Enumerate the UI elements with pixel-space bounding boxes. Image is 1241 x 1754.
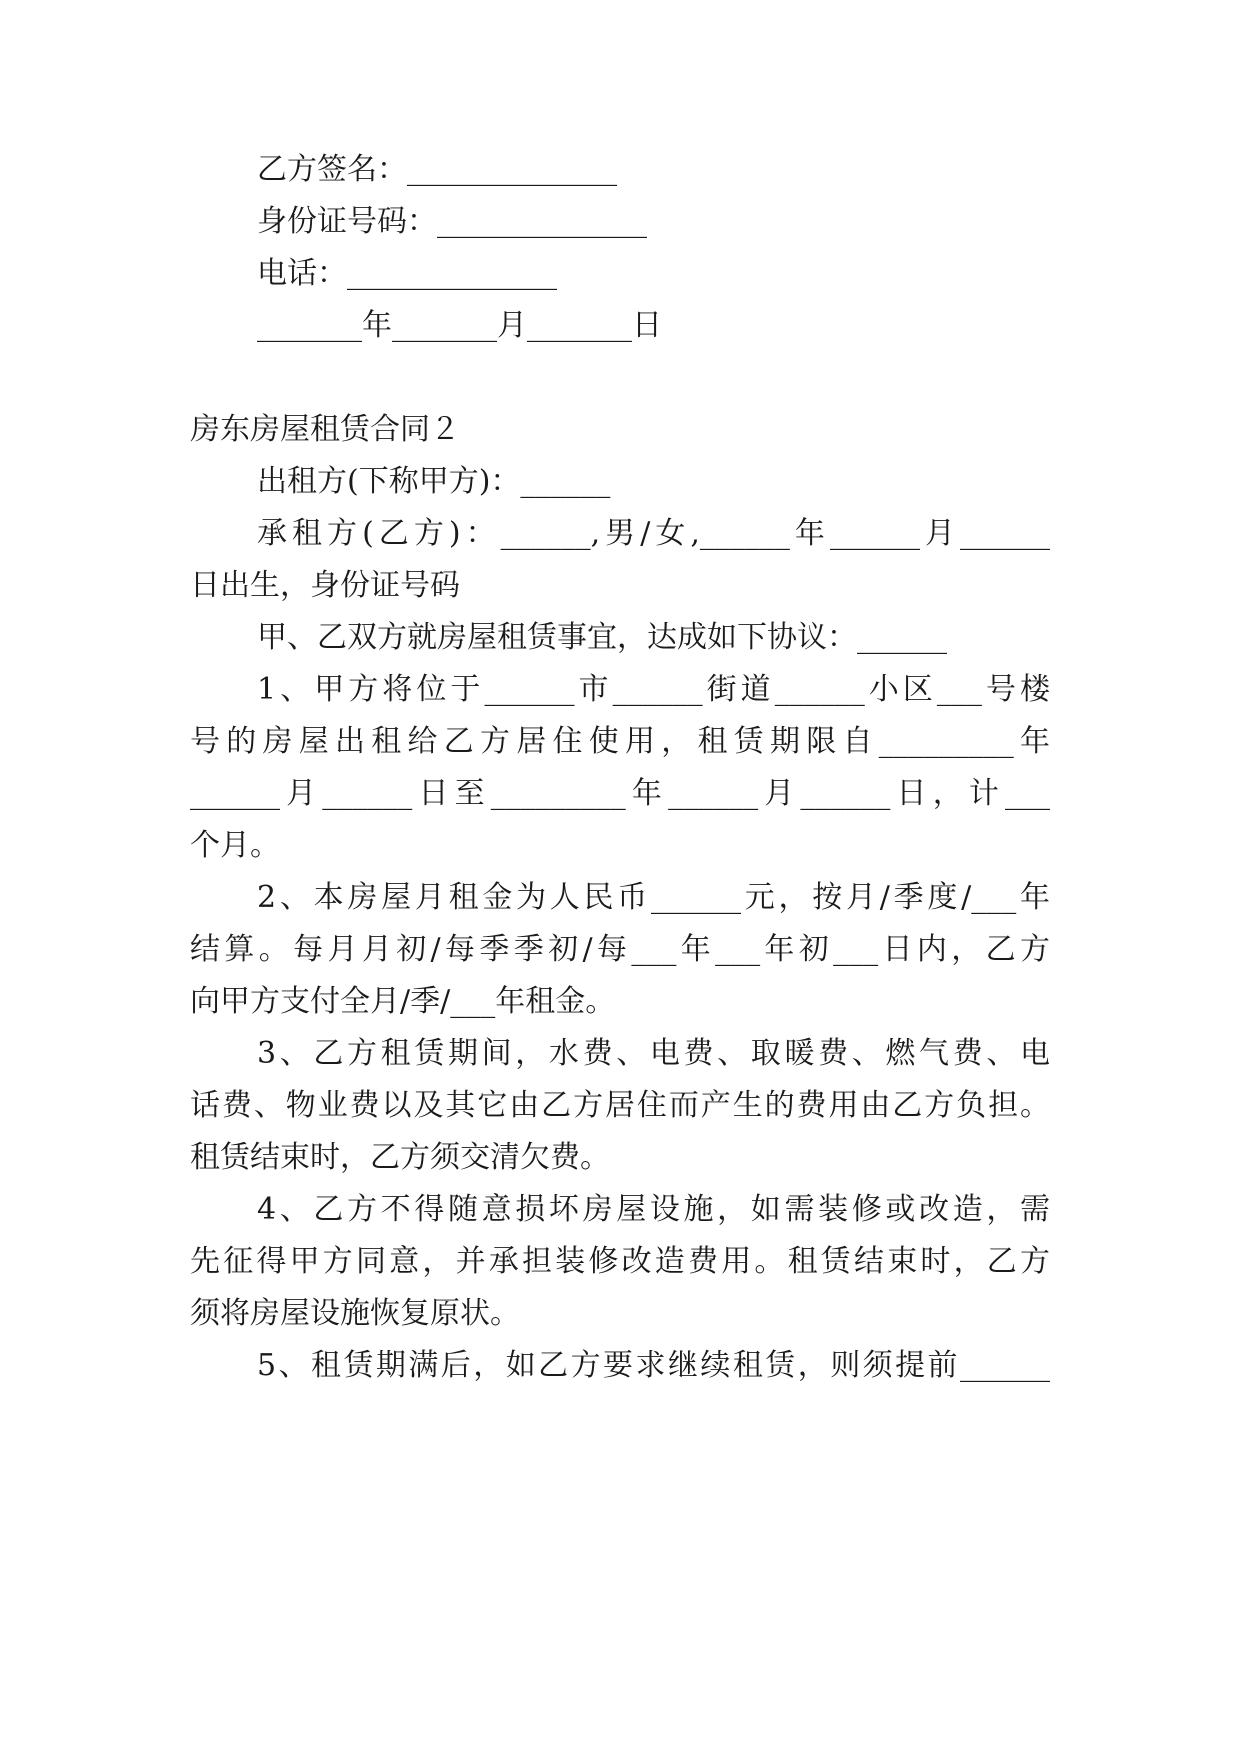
clause-4-line-2: 先征得甲方同意，并承担装修改造费用。租赁结束时，乙方 [190, 1244, 1050, 1279]
clause-3-line-1: 3、乙方租赁期间，水费、电费、取暖费、燃气费、电 [257, 1036, 1050, 1071]
clause-2-line-2: 结算。每月月初/每季季初/每___年___年初___日内，乙方 [190, 932, 1050, 967]
agreement-intro: 甲、乙双方就房屋租赁事宜，达成如下协议：______ [257, 620, 947, 655]
party-b-signature-line: 乙方签名：______________ [257, 152, 617, 187]
clause-2-line-3: 向甲方支付全月/季/___年租金。 [190, 984, 616, 1019]
lessor-line: 出租方(下称甲方)：______ [257, 464, 611, 499]
clause-2-line-1: 2、本房屋月租金为人民币______元，按月/季度/___年 [257, 880, 1050, 915]
id-number-line: 身份证号码：______________ [257, 204, 647, 239]
clause-1-line-1: 1、甲方将位于______市______街道______小区___号楼 [257, 672, 1050, 707]
clause-4-line-1: 4、乙方不得随意损坏房屋设施，如需装修或改造，需 [257, 1192, 1050, 1227]
clause-1-line-2: 号的房屋出租给乙方居住使用，租赁期限自_________年 [190, 724, 1050, 759]
lessee-line-1: 承租方(乙方)：______,男/女,______年______月______ [257, 516, 1050, 551]
clause-3-line-3: 租赁结束时，乙方须交清欠费。 [190, 1140, 610, 1175]
clause-3-line-2: 话费、物业费以及其它由乙方居住而产生的费用由乙方负担。 [190, 1088, 1050, 1123]
signature-date-line: _______年_______月_______日 [257, 308, 662, 343]
clause-5-line-1: 5、租赁期满后，如乙方要求继续租赁，则须提前______ [257, 1348, 1050, 1383]
clause-4-line-3: 须将房屋设施恢复原状。 [190, 1296, 520, 1331]
clause-1-line-4: 个月。 [190, 828, 280, 863]
contract-title: 房东房屋租赁合同２ [190, 412, 460, 447]
phone-line: 电话：______________ [257, 256, 557, 291]
clause-1-line-3: ______月______日至_________年______月______日，计___ [190, 776, 1050, 811]
lessee-line-2: 日出生，身份证号码 [190, 568, 460, 603]
